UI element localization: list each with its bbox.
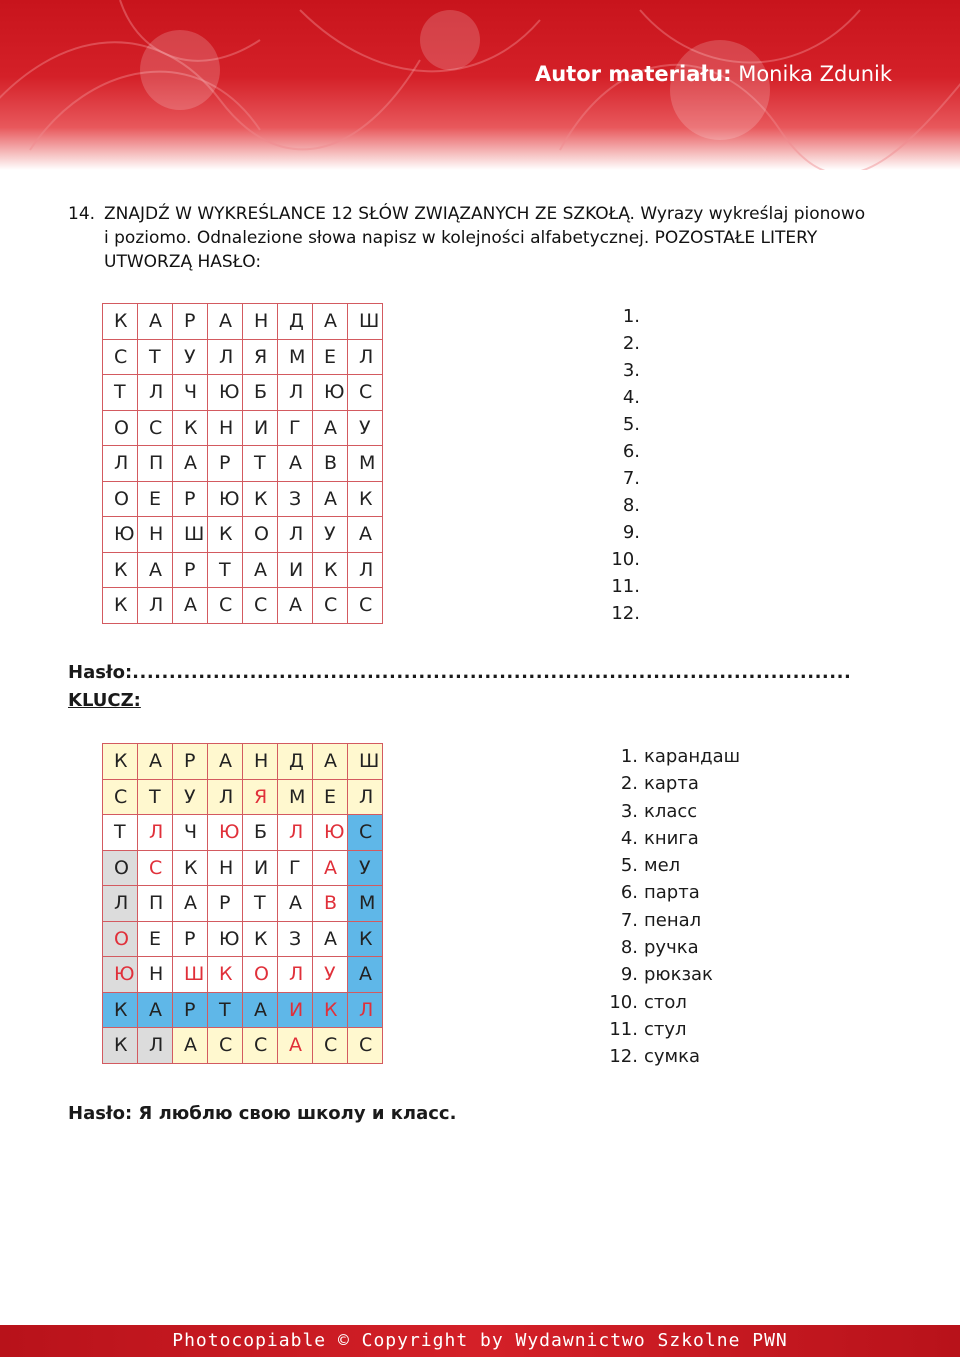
grid-cell: К bbox=[313, 552, 348, 588]
word-search-grid bbox=[102, 303, 383, 624]
grid-cell: И bbox=[243, 410, 278, 446]
grid-cell: Ю bbox=[208, 921, 243, 957]
author-label: Autor materiału: bbox=[534, 62, 732, 86]
grid-cell: Р bbox=[173, 921, 208, 957]
answer-number: 4. bbox=[622, 387, 640, 408]
grid-cell: Ч bbox=[173, 815, 208, 851]
grid-row bbox=[103, 1028, 383, 1064]
grid-cell: Н bbox=[208, 410, 243, 446]
grid-cell: Д bbox=[278, 304, 313, 340]
grid-cell: Л bbox=[138, 815, 173, 851]
grid-row bbox=[103, 517, 383, 553]
grid-cell: А bbox=[243, 552, 278, 588]
grid-cell: Л bbox=[348, 992, 383, 1028]
grid-cell: Т bbox=[138, 779, 173, 815]
answer-key-grid bbox=[102, 743, 383, 1064]
answer-number: 2. bbox=[622, 333, 640, 354]
grid-cell: Ш bbox=[348, 304, 383, 340]
grid-row bbox=[103, 779, 383, 815]
grid-cell: Р bbox=[173, 552, 208, 588]
answer-item-number: 10. bbox=[609, 991, 638, 1013]
answer-item-word: сумка bbox=[644, 1046, 701, 1068]
grid-cell: Ш bbox=[173, 517, 208, 553]
grid-cell: С bbox=[313, 588, 348, 624]
grid-cell: С bbox=[348, 815, 383, 851]
answer-number: 5. bbox=[622, 414, 640, 435]
grid-cell: А bbox=[138, 744, 173, 780]
answer-item-number: 4. bbox=[620, 827, 638, 849]
answer-item bbox=[600, 825, 740, 852]
grid-cell: У bbox=[348, 410, 383, 446]
grid-cell: У bbox=[173, 339, 208, 375]
grid-cell: А bbox=[173, 886, 208, 922]
grid-cell: С bbox=[243, 1028, 278, 1064]
answer-item-number: 5. bbox=[620, 855, 638, 877]
answer-item bbox=[600, 989, 740, 1016]
grid-cell: О bbox=[243, 957, 278, 993]
grid-cell: К bbox=[313, 992, 348, 1028]
answer-item-number: 11. bbox=[609, 1018, 638, 1040]
key-heading: KLUCZ: bbox=[68, 690, 141, 711]
grid-cell: У bbox=[313, 517, 348, 553]
task-line-1: ZNAJDŹ W WYKREŚLANCE 12 SŁÓW ZWIĄZANYCH ZE SZKOŁĄ. Wyrazy wykreślaj pionowo bbox=[104, 204, 866, 224]
grid-cell: О bbox=[103, 410, 138, 446]
grid-cell: А bbox=[173, 588, 208, 624]
grid-cell: Л bbox=[278, 957, 313, 993]
grid-cell: Ю bbox=[313, 815, 348, 851]
password-label: Hasło: bbox=[68, 662, 133, 683]
password-blank bbox=[68, 662, 851, 683]
answer-item-number: 7. bbox=[620, 909, 638, 931]
grid-cell: Л bbox=[103, 446, 138, 482]
answer-item-word: карта bbox=[644, 773, 699, 795]
grid-cell: А bbox=[138, 992, 173, 1028]
answer-number: 10. bbox=[611, 549, 640, 570]
grid-cell: Е bbox=[313, 339, 348, 375]
grid-cell: М bbox=[348, 886, 383, 922]
grid-cell: Н bbox=[208, 850, 243, 886]
answer-item-number: 8. bbox=[620, 937, 638, 959]
grid-cell: Р bbox=[173, 304, 208, 340]
grid-cell: А bbox=[313, 921, 348, 957]
grid-cell: К bbox=[208, 957, 243, 993]
task-line-3: UTWORZĄ HASŁO: bbox=[104, 252, 262, 272]
grid-cell: Л bbox=[348, 552, 383, 588]
grid-cell: Л bbox=[208, 339, 243, 375]
grid-cell: Г bbox=[278, 410, 313, 446]
grid-cell: С bbox=[348, 1028, 383, 1064]
answer-item-word: книга bbox=[644, 827, 699, 849]
grid-row bbox=[103, 588, 383, 624]
answer-item-word: рюкзак bbox=[644, 964, 713, 986]
answer-item bbox=[600, 852, 740, 879]
answer-number: 7. bbox=[622, 468, 640, 489]
grid-cell: Л bbox=[103, 886, 138, 922]
grid-cell: К bbox=[103, 992, 138, 1028]
answer-item-number: 1. bbox=[620, 746, 638, 767]
grid-cell: Ш bbox=[173, 957, 208, 993]
grid-cell: С bbox=[208, 588, 243, 624]
grid-cell: А bbox=[208, 744, 243, 780]
grid-cell: Ю bbox=[103, 957, 138, 993]
footer-copyright: Photocopiable © Copyright by Wydawnictwo Szkolne PWN bbox=[0, 1325, 960, 1357]
grid-cell: А bbox=[313, 850, 348, 886]
grid-row bbox=[103, 921, 383, 957]
grid-row bbox=[103, 992, 383, 1028]
task-instructions bbox=[68, 202, 898, 274]
grid-cell: А bbox=[243, 992, 278, 1028]
answer-item-word: парта bbox=[644, 882, 700, 904]
grid-cell: С bbox=[138, 850, 173, 886]
solution-text: Hasło: Я люблю свою школу и класс. bbox=[68, 1103, 457, 1124]
grid-cell: Д bbox=[278, 744, 313, 780]
header-banner bbox=[0, 0, 960, 170]
grid-row bbox=[103, 375, 383, 411]
grid-cell: А bbox=[278, 886, 313, 922]
answer-item bbox=[600, 1016, 740, 1043]
grid-cell: Я bbox=[243, 779, 278, 815]
answer-item-word: мел bbox=[644, 855, 681, 877]
grid-cell: Л bbox=[208, 779, 243, 815]
grid-cell: Р bbox=[173, 481, 208, 517]
answer-item-word: класс bbox=[644, 800, 698, 822]
grid-cell: К bbox=[348, 481, 383, 517]
grid-cell: В bbox=[313, 446, 348, 482]
answer-item bbox=[600, 879, 740, 906]
grid-cell: К bbox=[103, 588, 138, 624]
grid-cell: К bbox=[103, 1028, 138, 1064]
grid-cell: Л bbox=[138, 588, 173, 624]
grid-row bbox=[103, 744, 383, 780]
grid-cell: А bbox=[348, 517, 383, 553]
answer-item-number: 9. bbox=[620, 964, 638, 986]
grid-cell: С bbox=[208, 1028, 243, 1064]
answer-item-number: 12. bbox=[609, 1046, 638, 1068]
grid-cell: А bbox=[278, 446, 313, 482]
grid-row bbox=[103, 446, 383, 482]
grid-cell: М bbox=[348, 446, 383, 482]
answer-item bbox=[600, 798, 740, 825]
grid-cell: С bbox=[313, 1028, 348, 1064]
grid-cell: Г bbox=[278, 850, 313, 886]
answer-number: 8. bbox=[622, 495, 640, 516]
answer-item-word: пенал bbox=[644, 909, 702, 931]
grid-row bbox=[103, 815, 383, 851]
grid-cell: С bbox=[243, 588, 278, 624]
grid-cell: Т bbox=[208, 992, 243, 1028]
grid-cell: А bbox=[208, 304, 243, 340]
grid-row bbox=[103, 552, 383, 588]
answer-item bbox=[600, 907, 740, 934]
grid-cell: Н bbox=[138, 517, 173, 553]
grid-cell: Ш bbox=[348, 744, 383, 780]
grid-cell: Т bbox=[208, 552, 243, 588]
grid-cell: Е bbox=[313, 779, 348, 815]
grid-cell: К bbox=[348, 921, 383, 957]
author-name: Monika Zdunik bbox=[738, 62, 892, 86]
answer-item-number: 3. bbox=[620, 800, 638, 822]
grid-cell: К bbox=[208, 517, 243, 553]
grid-cell: Т bbox=[103, 815, 138, 851]
grid-row bbox=[103, 957, 383, 993]
grid-cell: Р bbox=[208, 446, 243, 482]
grid-cell: А bbox=[138, 304, 173, 340]
grid-cell: А bbox=[173, 446, 208, 482]
grid-cell: Ю bbox=[208, 375, 243, 411]
answer-item bbox=[600, 934, 740, 961]
grid-cell: А bbox=[348, 957, 383, 993]
grid-cell: Я bbox=[243, 339, 278, 375]
grid-cell: У bbox=[173, 779, 208, 815]
answer-item-word: ручка bbox=[644, 937, 699, 959]
grid-cell: З bbox=[278, 481, 313, 517]
grid-cell: А bbox=[313, 410, 348, 446]
grid-cell: Б bbox=[243, 815, 278, 851]
grid-cell: П bbox=[138, 886, 173, 922]
grid-cell: Т bbox=[138, 339, 173, 375]
answer-item-number: 2. bbox=[620, 773, 638, 795]
grid-cell: Л bbox=[348, 339, 383, 375]
grid-cell: К bbox=[103, 744, 138, 780]
grid-cell: Н bbox=[138, 957, 173, 993]
answer-number: 9. bbox=[622, 522, 640, 543]
grid-cell: И bbox=[278, 992, 313, 1028]
grid-cell: Е bbox=[138, 481, 173, 517]
grid-cell: С bbox=[348, 375, 383, 411]
password-dots: .................................................................................................. bbox=[132, 662, 852, 683]
grid-cell: Л bbox=[138, 1028, 173, 1064]
grid-cell: Ю bbox=[103, 517, 138, 553]
grid-cell: Р bbox=[173, 992, 208, 1028]
grid-cell: И bbox=[243, 850, 278, 886]
answer-item bbox=[600, 743, 740, 770]
answer-number-list bbox=[600, 303, 640, 627]
answer-number: 1. bbox=[622, 306, 640, 327]
grid-cell: Л bbox=[278, 517, 313, 553]
grid-cell: Ч bbox=[173, 375, 208, 411]
answer-item-number: 6. bbox=[620, 882, 638, 904]
answer-item-word: карандаш bbox=[644, 746, 741, 767]
grid-cell: А bbox=[313, 481, 348, 517]
grid-cell: Т bbox=[243, 446, 278, 482]
grid-cell: Б bbox=[243, 375, 278, 411]
grid-row bbox=[103, 481, 383, 517]
grid-cell: К bbox=[243, 921, 278, 957]
grid-cell: О bbox=[103, 850, 138, 886]
answer-item bbox=[600, 1043, 740, 1070]
answer-number: 12. bbox=[611, 603, 640, 624]
grid-cell: О bbox=[103, 921, 138, 957]
grid-cell: Л bbox=[278, 375, 313, 411]
grid-cell: А bbox=[278, 1028, 313, 1064]
grid-cell: В bbox=[313, 886, 348, 922]
grid-cell: М bbox=[278, 779, 313, 815]
grid-cell: А bbox=[313, 744, 348, 780]
grid-cell: С bbox=[103, 339, 138, 375]
grid-cell: О bbox=[243, 517, 278, 553]
grid-cell: Л bbox=[138, 375, 173, 411]
grid-row bbox=[103, 304, 383, 340]
grid-cell: М bbox=[278, 339, 313, 375]
grid-cell: З bbox=[278, 921, 313, 957]
answer-item-word: стул bbox=[644, 1018, 687, 1040]
grid-cell: А bbox=[278, 588, 313, 624]
grid-cell: К bbox=[103, 552, 138, 588]
grid-cell: К bbox=[103, 304, 138, 340]
task-number: 14. bbox=[68, 204, 96, 224]
answer-number: 6. bbox=[622, 441, 640, 462]
grid-cell: О bbox=[103, 481, 138, 517]
task-line-2: i poziomo. Odnalezione słowa napisz w kolejności alfabetycznej. POZOSTAŁE LITERY bbox=[104, 228, 818, 248]
grid-cell: С bbox=[103, 779, 138, 815]
grid-cell: У bbox=[348, 850, 383, 886]
grid-cell: К bbox=[173, 410, 208, 446]
grid-cell: Л bbox=[278, 815, 313, 851]
grid-cell: И bbox=[278, 552, 313, 588]
grid-cell: А bbox=[173, 1028, 208, 1064]
answer-item-word: стол bbox=[644, 991, 687, 1013]
grid-cell: Н bbox=[243, 304, 278, 340]
grid-cell: У bbox=[313, 957, 348, 993]
grid-cell: П bbox=[138, 446, 173, 482]
grid-cell: Е bbox=[138, 921, 173, 957]
grid-row bbox=[103, 339, 383, 375]
grid-cell: Р bbox=[173, 744, 208, 780]
grid-cell: Ю bbox=[208, 481, 243, 517]
answer-number: 11. bbox=[611, 576, 640, 597]
grid-cell: Ю bbox=[313, 375, 348, 411]
grid-cell: Т bbox=[103, 375, 138, 411]
answer-key-list bbox=[600, 743, 740, 1071]
author-credit bbox=[535, 62, 892, 86]
grid-row bbox=[103, 850, 383, 886]
answer-item bbox=[600, 770, 740, 797]
grid-cell: Р bbox=[208, 886, 243, 922]
answer-number: 3. bbox=[622, 360, 640, 381]
grid-cell: С bbox=[138, 410, 173, 446]
grid-cell: Т bbox=[243, 886, 278, 922]
grid-cell: Ю bbox=[208, 815, 243, 851]
grid-cell: Л bbox=[348, 779, 383, 815]
grid-cell: К bbox=[173, 850, 208, 886]
grid-cell: К bbox=[243, 481, 278, 517]
grid-row bbox=[103, 410, 383, 446]
grid-cell: А bbox=[138, 552, 173, 588]
grid-cell: С bbox=[348, 588, 383, 624]
grid-cell: А bbox=[313, 304, 348, 340]
grid-row bbox=[103, 886, 383, 922]
answer-item bbox=[600, 961, 740, 988]
grid-cell: Н bbox=[243, 744, 278, 780]
